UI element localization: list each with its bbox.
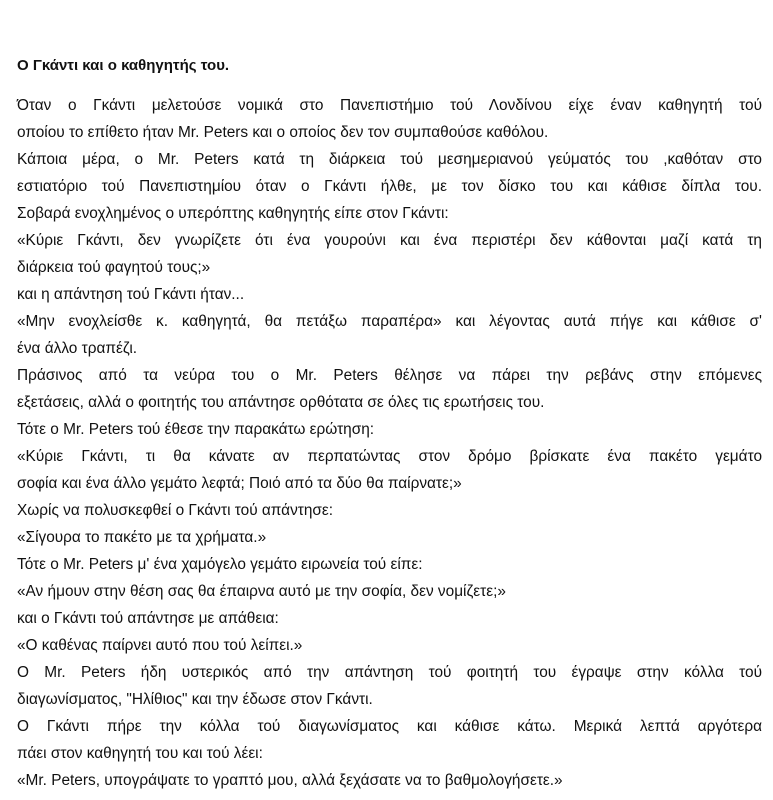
text-line: πάει στον καθηγητή του και τού λέει:	[17, 745, 263, 762]
text-line: «Μην ενοχλείσθε κ. καθηγητά, θα πετάξω παραπέρα» και λέγοντας αυτά πήγε και κάθισε σ'	[17, 313, 762, 330]
text-line: και η απάντηση τού Γκάντι ήταν...	[17, 286, 245, 303]
text-line: σοφία και ένα άλλο γεμάτο λεφτά; Ποιό από τα δύο θα παίρνατε;»	[17, 475, 462, 492]
text-line: «Αν ήμουν στην θέση σας θα έπαιρνα αυτό με την σοφία, δεν νομίζετε;»	[17, 583, 506, 600]
text-line: Τότε ο Mr. Peters μ' ένα χαμόγελο γεμάτο ειρωνεία τού είπε:	[17, 556, 423, 573]
text-line: διαγωνίσματος, "Ηλίθιος" και την έδωσε στον Γκάντι.	[17, 691, 373, 708]
text-line: «Κύριε Γκάντι, δεν γνωρίζετε ότι ένα γουρούνι και ένα περιστέρι δεν κάθονται μαζί κατά τη	[17, 232, 762, 249]
text-line: Κάποια μέρα, ο Mr. Peters κατά τη διάρκεια τού μεσημεριανού γεύματός του ,καθόταν στο	[17, 151, 762, 168]
text-line: «Σίγουρα το πακέτο με τα χρήματα.»	[17, 529, 267, 546]
document-title: Ο Γκάντι και ο καθηγητής του.	[17, 57, 230, 74]
text-line: «Κύριε Γκάντι, τι θα κάνατε αν περπατώντας στον δρόμο βρίσκατε ένα πακέτο γεμάτο	[17, 448, 762, 465]
text-line: Όταν ο Γκάντι μελετούσε νομικά στο Πανεπιστήμιο τού Λονδίνου είχε έναν καθηγητή τού	[17, 97, 762, 114]
text-line: οποίου το επίθετο ήταν Mr. Peters και ο οποίος δεν τον συμπαθούσε καθόλου.	[17, 124, 549, 141]
text-line: Σοβαρά ενοχλημένος ο υπερόπτης καθηγητής είπε στον Γκάντι:	[17, 205, 449, 222]
text-line: Χωρίς να πολυσκεφθεί ο Γκάντι τού απάντησε:	[17, 502, 334, 519]
text-line: και ο Γκάντι τού απάντησε με απάθεια:	[17, 610, 279, 627]
text-line: ένα άλλο τραπέζι.	[17, 340, 138, 357]
text-line: Τότε ο Mr. Peters τού έθεσε την παρακάτω ερώτηση:	[17, 421, 375, 438]
text-line: εστιατόριο τού Πανεπιστημίου όταν ο Γκάντι ήλθε, με τον δίσκο του και κάθισε δίπλα του.	[17, 178, 762, 195]
text-line: Ο Mr. Peters ήδη υστερικός από την απάντηση τού φοιτητή του έγραψε στην κόλλα τού	[17, 664, 762, 681]
text-line: «Mr. Peters, υπογράψατε το γραπτό μου, αλλά ξεχάσατε να το βαθμολογήσετε.»	[17, 772, 563, 789]
text-line: εξετάσεις, αλλά ο φοιτητής του απάντησε ορθότατα σε όλες τις ερωτήσεις του.	[17, 394, 545, 411]
text-line: Ο Γκάντι πήρε την κόλλα τού διαγωνίσματος και κάθισε κάτω. Μερικά λεπτά αργότερα	[17, 718, 762, 735]
text-line: «Ο καθένας παίρνει αυτό που τού λείπει.»	[17, 637, 303, 654]
text-line: Πράσινος από τα νεύρα του ο Mr. Peters θέλησε να πάρει την ρεβάνς στην επόμενες	[17, 367, 762, 384]
text-line: διάρκεια τού φαγητού τους;»	[17, 259, 211, 276]
